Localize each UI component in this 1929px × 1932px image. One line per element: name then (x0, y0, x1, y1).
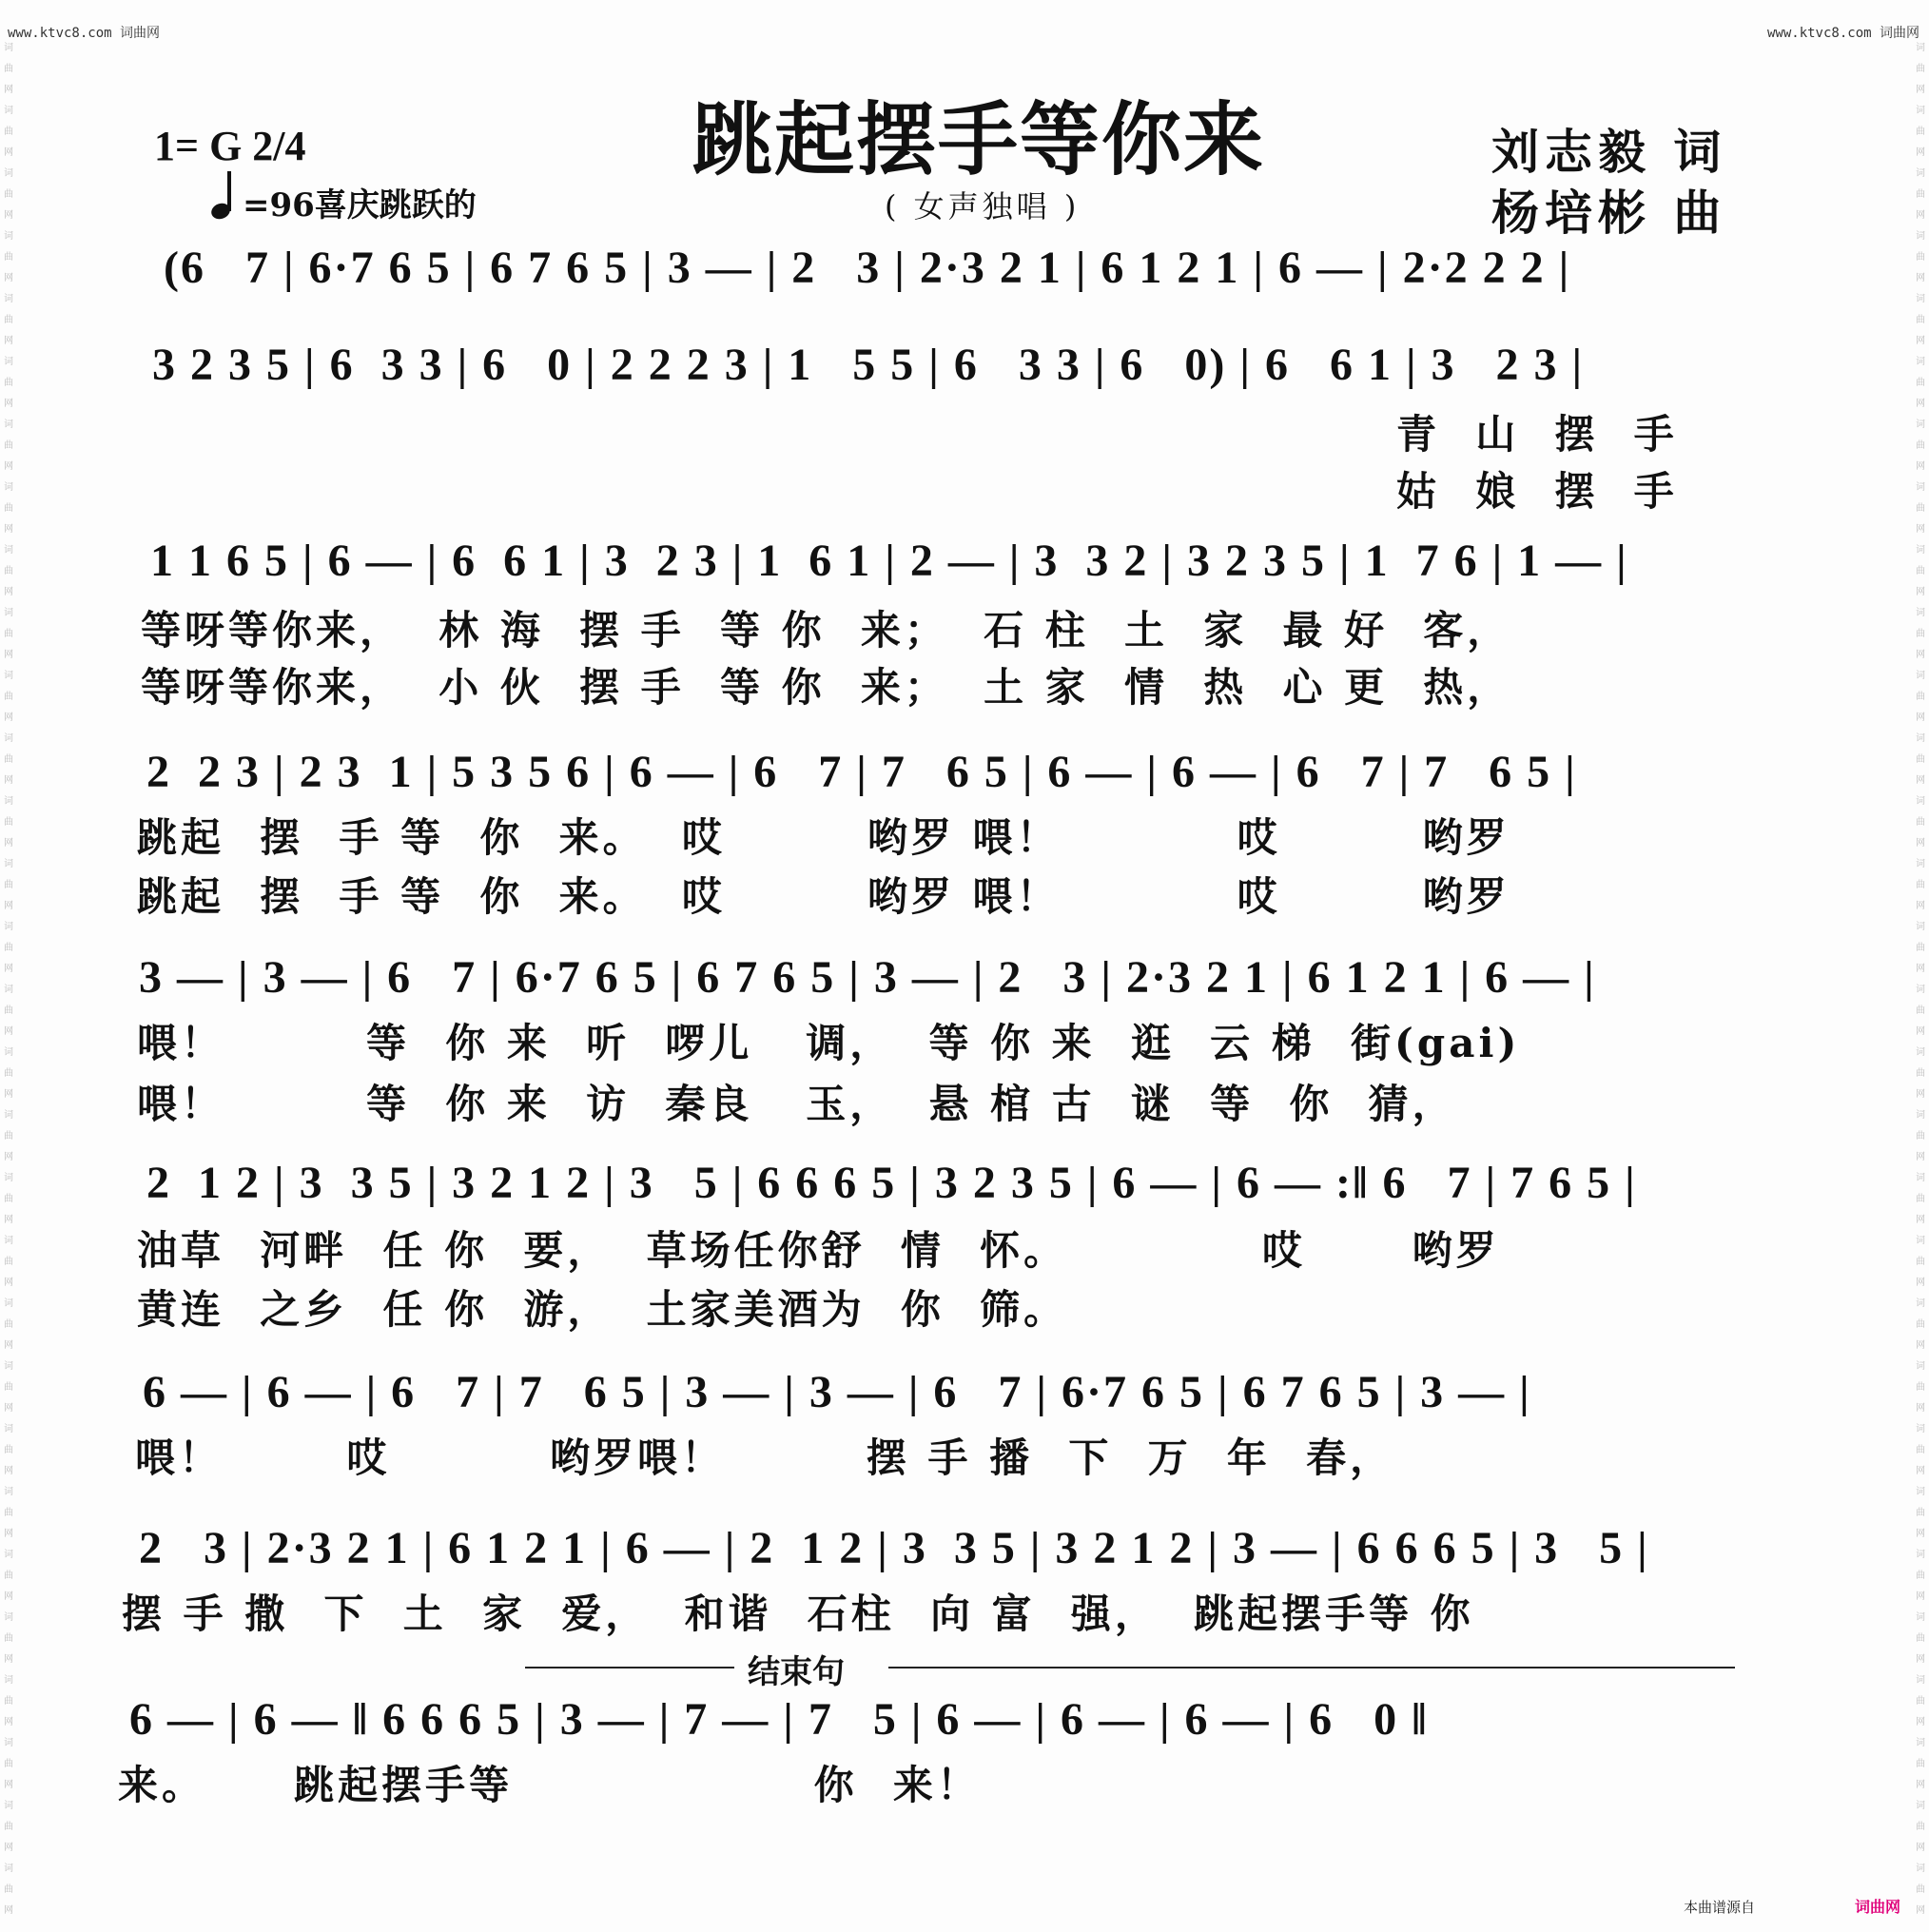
lyric-line-3-verse-2: 等呀等你来， 小 伙 摆 手 等 你 来； 土 家 情 热 心 更 热， (141, 664, 1511, 711)
key-signature: 1= G 2/4 (154, 123, 306, 169)
lyricist-credit: 刘志毅 词 (1491, 124, 1727, 180)
edge-watermark-left: 词曲网词曲网词曲网词曲网词曲网词曲网词曲网词曲网词曲网词曲网词曲网词曲网词曲网词曲网词曲网词曲网词曲网词曲网词曲网词曲网词曲网词曲网词曲网词曲网词曲网词曲网词曲网词曲网词曲网词曲网 (4, 43, 13, 1916)
lyric-line-3-verse-1: 等呀等你来， 林 海 摆 手 等 你 来； 石 柱 土 家 最 好 客， (141, 607, 1511, 654)
lyric-line-7: 喂！ 哎 哟罗喂！ 摆 手 播 下 万 年 春， (135, 1434, 1394, 1481)
composer-credit: 杨培彬 曲 (1491, 185, 1727, 241)
notation-line-9: 6 — | 6 — ‖ 6 6 6 5 | 3 — | 7 — | 7 5 | 6 — | 6 — | 6 — | 6 0 ‖ (129, 1694, 1429, 1745)
lyric-line-2-verse-2: 姑 娘 摆 手 (1396, 468, 1678, 515)
notation-line-2: 3 2 3 5 | 6 3 3 | 6 0 | 2 2 2 3 | 1 5 5 | 6 3 3 | 6 0) | 6 6 1 | 3 2 3 | (152, 340, 1585, 390)
ending-rule-right (888, 1667, 1735, 1669)
notation-line-7: 6 — | 6 — | 6 7 | 7 6 5 | 3 — | 3 — | 6 7 | 6·7 6 5 | 6 7 6 5 | 3 — | (143, 1367, 1531, 1417)
performance-subtitle: ( 女声独唱 ) (885, 188, 1081, 224)
tempo-marking: =96喜庆跳跃的 (243, 186, 477, 224)
quarter-note-icon (211, 171, 240, 221)
edge-watermark-right: 词曲网词曲网词曲网词曲网词曲网词曲网词曲网词曲网词曲网词曲网词曲网词曲网词曲网词曲网词曲网词曲网词曲网词曲网词曲网词曲网词曲网词曲网词曲网词曲网词曲网词曲网词曲网词曲网词曲网词曲网 (1916, 43, 1925, 1916)
lyric-line-9: 来。 跳起摆手等 你 来！ (118, 1762, 981, 1808)
song-title: 跳起摆手等你来 (692, 93, 1266, 186)
footer-site-logo[interactable]: 词曲网 (1855, 1898, 1901, 1916)
lyric-line-6-verse-2: 黄连 之乡 任 你 游， 土家美酒为 你 筛。 (137, 1286, 1068, 1333)
notation-line-8: 2 3 | 2·3 2 1 | 6 1 2 1 | 6 — | 2 1 2 | 3 3 5 | 3 2 1 2 | 3 — | 6 6 6 5 | 3 5 | (139, 1523, 1649, 1573)
notation-line-1: (6 7 | 6·7 6 5 | 6 7 6 5 | 3 — | 2 3 | 2·3 2 1 | 6 1 2 1 | 6 — | 2·2 2 2 | (164, 243, 1571, 293)
notation-line-5: 3 — | 3 — | 6 7 | 6·7 6 5 | 6 7 6 5 | 3 — | 2 3 | 2·3 2 1 | 6 1 2 1 | 6 — | (139, 952, 1596, 1003)
ending-label: 结束句 (748, 1653, 845, 1691)
lyric-line-4-verse-1: 跳起 摆 手 等 你 来。 哎 哟罗 喂！ 哎 哟罗 (137, 814, 1510, 861)
lyric-line-5-verse-2: 喂！ 等 你 来 访 秦良 玉， 悬 棺 古 谜 等 你 猜， (137, 1081, 1456, 1127)
notation-line-4: 2 2 3 | 2 3 1 | 5 3 5 6 | 6 — | 6 7 | 7 6 5 | 6 — | 6 — | 6 7 | 7 6 5 | (146, 747, 1577, 797)
lyric-line-2-verse-1: 青 山 摆 手 (1396, 411, 1678, 458)
ending-rule-left (525, 1667, 734, 1669)
watermark-left: www.ktvc8.com 词曲网 (8, 26, 161, 41)
lyric-line-4-verse-2: 跳起 摆 手 等 你 来。 哎 哟罗 喂！ 哎 哟罗 (137, 873, 1510, 920)
lyric-line-8: 摆 手 撒 下 土 家 爱， 和谐 石柱 向 富 强， 跳起摆手等 你 (122, 1590, 1474, 1637)
watermark-right: www.ktvc8.com 词曲网 (1766, 26, 1919, 41)
lyric-line-6-verse-1: 油草 河畔 任 你 要， 草场任你舒 情 怀。 哎 哟罗 (137, 1227, 1500, 1274)
notation-line-6: 2 1 2 | 3 3 5 | 3 2 1 2 | 3 5 | 6 6 6 5 | 3 2 3 5 | 6 — | 6 — :‖ 6 7 | 7 6 5 | (146, 1158, 1637, 1208)
notation-line-3: 1 1 6 5 | 6 — | 6 6 1 | 3 2 3 | 1 6 1 | 2 — | 3 3 2 | 3 2 3 5 | 1 7 6 | 1 — | (150, 536, 1628, 586)
footer-source-label: 本曲谱源自 (1684, 1899, 1756, 1916)
lyric-line-5-verse-1: 喂！ 等 你 来 听 啰儿 调， 等 你 来 逛 云 梯 街(gai) (137, 1020, 1521, 1066)
